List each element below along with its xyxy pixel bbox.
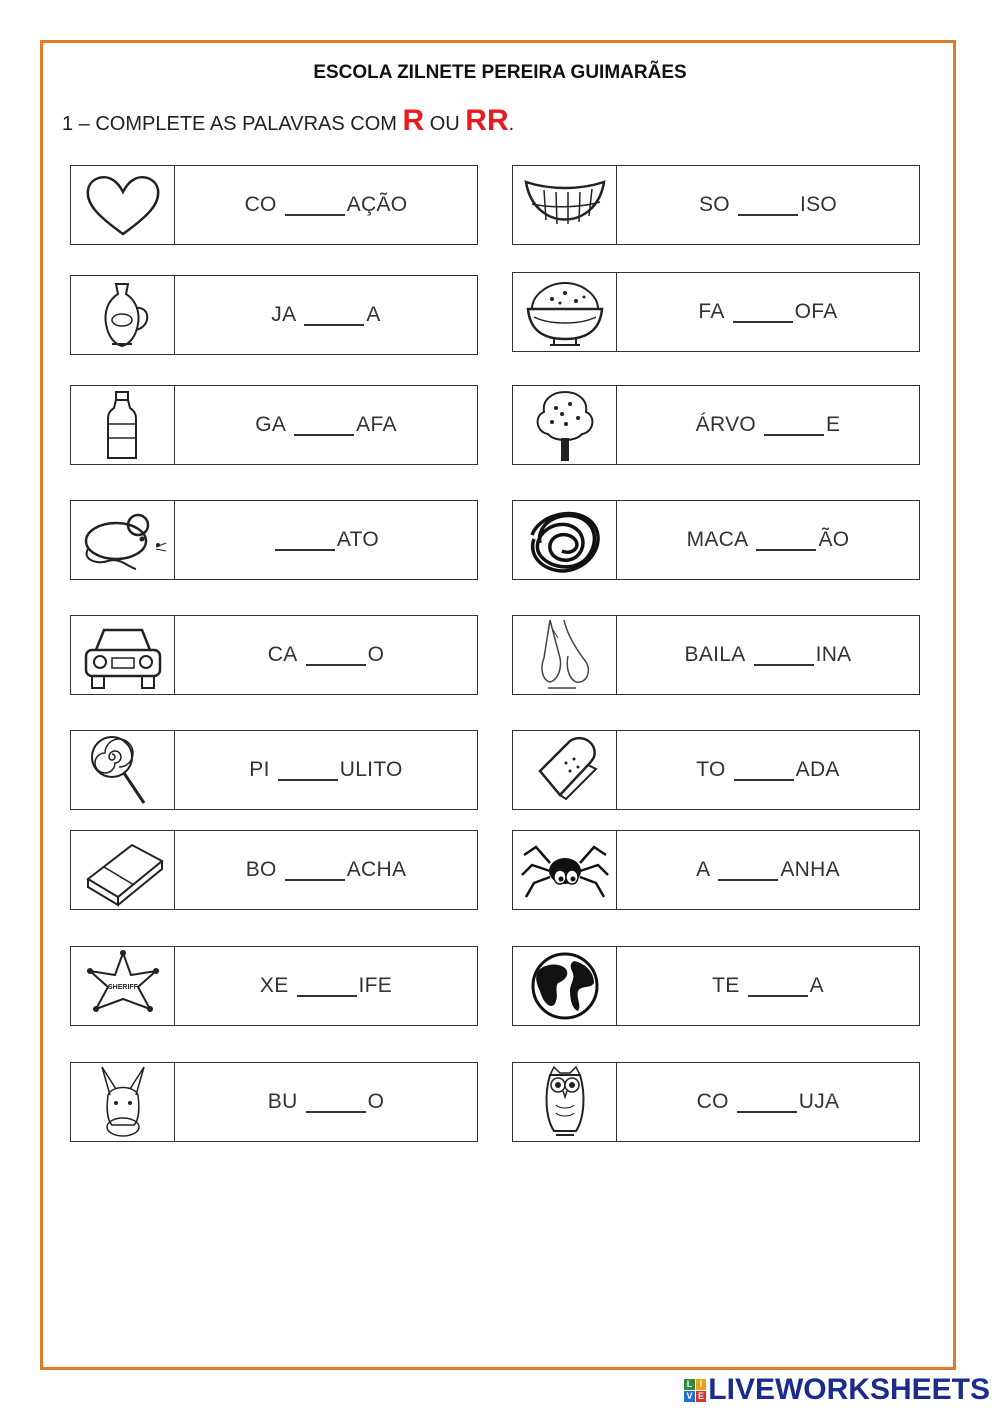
exercise-card-right-8 [512, 946, 920, 1026]
badge-label: SHERIFF [107, 984, 138, 991]
answer-blank[interactable] [275, 529, 335, 551]
sheriff-badge-icon [78, 949, 168, 1023]
answer-blank[interactable] [748, 975, 808, 997]
word-suffix: IFE [358, 974, 393, 997]
word-prefix: BO [245, 858, 277, 881]
smile-icon [520, 168, 610, 242]
mouse-icon [78, 503, 168, 577]
answer-blank[interactable] [756, 529, 816, 551]
exercise-card-right-9 [512, 1062, 920, 1142]
word-prefix: TE [712, 974, 740, 997]
answer-blank[interactable] [294, 414, 354, 436]
lollipop-icon [78, 733, 168, 807]
word-prefix: XE [259, 974, 289, 997]
car-icon [78, 618, 168, 692]
word-suffix: ANHA [780, 858, 840, 881]
word-prefix: GA [255, 413, 287, 436]
exercise-card-right-1 [512, 165, 920, 245]
scribble-icon [520, 503, 610, 577]
word-prefix: A [696, 858, 711, 881]
logo-letter: I [696, 1379, 707, 1390]
answer-blank[interactable] [306, 1091, 366, 1113]
exercise-card-right-6 [512, 730, 920, 810]
answer-blank[interactable] [304, 304, 364, 326]
owl-icon [520, 1065, 610, 1139]
word-suffix: ÃO [818, 528, 850, 551]
answer-blank[interactable] [285, 859, 345, 881]
globe-icon [520, 949, 610, 1023]
exercise-card-left-4 [70, 500, 478, 580]
word-suffix: AÇÃO [346, 193, 408, 216]
answer-blank[interactable] [754, 644, 814, 666]
exercise-card-right-2 [512, 272, 920, 352]
farofa-bowl-icon [520, 275, 610, 349]
exercise-card-left-9 [70, 1062, 478, 1142]
word-prefix: JA [271, 303, 297, 326]
word-prefix: ÁRVO [695, 413, 757, 436]
exercise-card-left-2 [70, 275, 478, 355]
word-suffix: E [826, 413, 841, 436]
logo-letter: L [684, 1379, 695, 1390]
instruction-period: . [508, 113, 515, 135]
word-suffix: ATO [336, 528, 380, 551]
word-prefix: TO [696, 758, 726, 781]
exercise-card-left-8 [70, 946, 478, 1026]
exercise-card-right-3 [512, 385, 920, 465]
answer-blank[interactable] [306, 644, 366, 666]
liveworksheets-logo[interactable] [684, 1373, 990, 1407]
exercise-card-left-5 [70, 615, 478, 695]
instruction-connector: OU [429, 113, 460, 135]
exercise-card-right-7 [512, 830, 920, 910]
word-suffix: ADA [795, 758, 840, 781]
word-suffix: ACHA [346, 858, 407, 881]
toast-icon [520, 733, 610, 807]
word-prefix: BAILA [684, 643, 746, 666]
logo-mark-icon [684, 1379, 706, 1401]
word-suffix: INA [815, 643, 852, 666]
word-suffix: A [366, 303, 381, 326]
instruction [62, 104, 514, 138]
answer-blank[interactable] [285, 194, 345, 216]
answer-blank[interactable] [278, 759, 338, 781]
exercise-card-right-5 [512, 615, 920, 695]
answer-blank[interactable] [733, 301, 793, 323]
school-title: ESCOLA ZILNETE PEREIRA GUIMARÃES [313, 62, 687, 83]
logo-letter: E [696, 1391, 707, 1402]
word-prefix: CO [244, 193, 277, 216]
word-prefix: CA [267, 643, 298, 666]
word-prefix: MACA [686, 528, 749, 551]
word-prefix: BU [267, 1090, 298, 1113]
word-suffix: UJA [798, 1090, 840, 1113]
word-prefix: FA [698, 300, 725, 323]
answer-blank[interactable] [737, 1091, 797, 1113]
word-prefix: PI [249, 758, 270, 781]
letter-r: R [402, 104, 425, 137]
word-suffix: OFA [794, 300, 838, 323]
word-prefix: CO [696, 1090, 729, 1113]
word-suffix: ISO [799, 193, 838, 216]
answer-blank[interactable] [718, 859, 778, 881]
instruction-text: 1 – COMPLETE AS PALAVRAS COM [62, 113, 397, 135]
word-suffix: O [367, 1090, 385, 1113]
exercise-card-left-7 [70, 830, 478, 910]
bottle-icon [78, 388, 168, 462]
brand-name: LIVEWORKSHEETS [708, 1373, 990, 1406]
spider-icon [520, 833, 610, 907]
exercise-card-right-4 [512, 500, 920, 580]
exercise-card-left-6 [70, 730, 478, 810]
exercise-card-left-1 [70, 165, 478, 245]
logo-letter: V [684, 1391, 695, 1402]
donkey-icon [78, 1065, 168, 1139]
eraser-icon [78, 833, 168, 907]
word-suffix: O [367, 643, 385, 666]
answer-blank[interactable] [297, 975, 357, 997]
tree-icon [520, 388, 610, 462]
word-prefix: SO [698, 193, 730, 216]
heart-icon [78, 168, 168, 242]
answer-blank[interactable] [734, 759, 794, 781]
jar-icon [78, 278, 168, 352]
answer-blank[interactable] [764, 414, 824, 436]
ballet-shoes-icon [520, 618, 610, 692]
exercise-card-left-3 [70, 385, 478, 465]
letter-rr: RR [465, 104, 509, 137]
answer-blank[interactable] [738, 194, 798, 216]
word-suffix: AFA [356, 413, 397, 436]
word-suffix: A [809, 974, 824, 997]
word-suffix: ULITO [339, 758, 403, 781]
